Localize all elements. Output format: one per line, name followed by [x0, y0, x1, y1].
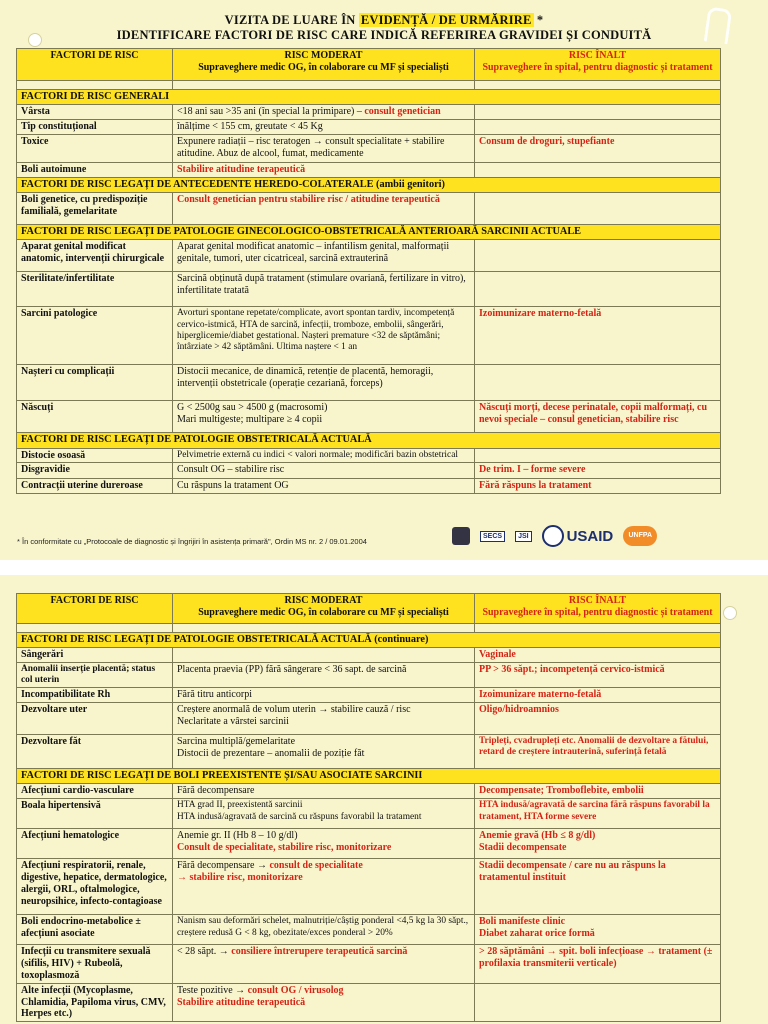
table-row [17, 915, 721, 945]
table-cell: Pelvimetrie externă cu indici < valori normale; modificări bazin obstetrical [173, 448, 475, 463]
table-cell [17, 624, 173, 633]
table-cell: Placenta praevia (PP) fără sângerare < 36 sapt. de sarcină [173, 663, 475, 688]
table-cell: Nanism sau deformări schelet, malnutriție/câștig ponderal <4,5 kg la 30 săpt., creștere redusă G < 8 kg, obezitate/exces ponderal > 20% [173, 915, 475, 945]
table-cell: FACTORI DE RISC LEGAȚI DE PATOLOGIE OBSTETRICALĂ ACTUALĂ (continuare) [17, 633, 721, 648]
section-gineco [17, 225, 721, 240]
table-cell: Distocii mecanice, de dinamică, retenție de placentă, hemoragii, intervenții obstetricale (operație cezariană, forceps) [173, 365, 475, 401]
header-factors: FACTORI DE RISC [17, 49, 173, 81]
table-row [17, 648, 721, 663]
secs-logo: SECS [480, 531, 505, 542]
table-cell: Sarcini patologice [17, 307, 173, 365]
table-cell: Cu răspuns la tratament OG [173, 479, 475, 494]
table-cell: Vârsta [17, 105, 173, 120]
table-cell: Fără decompensare → consult de specialitate → stabilire risc, monitorizare [173, 859, 475, 915]
sponsor-logos [452, 522, 657, 550]
table-cell [475, 983, 721, 1021]
table-cell: Boli autoimune [17, 163, 173, 178]
table-row [17, 307, 721, 365]
table-row [17, 135, 721, 163]
table-cell [173, 624, 475, 633]
table-cell: Sângerări [17, 648, 173, 663]
table-cell: Alte infecții (Mycoplasme, Chlamidia, Papiloma virus, CMV, Herpes etc.) [17, 983, 173, 1021]
table-row [17, 784, 721, 799]
table-cell: HTA indusă/agravată de sarcina fără răspuns favorabil la tratament, HTA forme severe [475, 799, 721, 829]
table-cell [173, 648, 475, 663]
table-row [17, 859, 721, 915]
table-cell: Fără decompensare [173, 784, 475, 799]
table-cell [475, 81, 721, 90]
table-cell: Izoimunizare materno-fetală [475, 307, 721, 365]
table-cell: PP > 36 săpt.; incompetență cervico-istmică [475, 663, 721, 688]
table-row [17, 829, 721, 859]
table-cell: Fără răspuns la tratament [475, 479, 721, 494]
table-row [17, 663, 721, 688]
table-cell: Oligo/hidroamnios [475, 703, 721, 735]
table-cell: Sterilitate/infertilitate [17, 272, 173, 307]
table-row [17, 463, 721, 479]
table-cell: FACTORI DE RISC LEGAȚI DE ANTECEDENTE HEREDO-COLATERALE (ambii genitori) [17, 178, 721, 193]
table-row [17, 735, 721, 769]
table-cell: Vaginale [475, 648, 721, 663]
table-cell [475, 365, 721, 401]
table-cell: Stabilire atitudine terapeutică [173, 163, 475, 178]
footnote: * În conformitate cu „Protocoale de diagnostic și îngrijiri în asistența primară", Ordin MS nr. 2 / 09.01.2004 [17, 537, 367, 546]
table-cell: Aparat genital modificat anatomic – infantilism genital, malformații genitale, tumori, uter cicatriceal, sarcină extrauterină [173, 240, 475, 272]
unfpa-logo: UNFPA [623, 526, 657, 546]
section-general [17, 90, 721, 105]
table-cell: Decompensate; Tromboflebite, embolii [475, 784, 721, 799]
table-row [17, 945, 721, 983]
table-header [17, 594, 721, 624]
table-cell: Nașteri cu complicații [17, 365, 173, 401]
table-cell: Boli endocrino-metabolice ± afecțiuni asociate [17, 915, 173, 945]
table-cell [475, 448, 721, 463]
table-cell: Sarcina multiplă/gemelaritate Distocii de prezentare – anomalii de poziție făt [173, 735, 475, 769]
table-cell: Boli genetice, cu predispoziție familială, gemelaritate [17, 193, 173, 225]
table-cell: Consum de droguri, stupefiante [475, 135, 721, 163]
table-cell: FACTORI DE RISC GENERALI [17, 90, 721, 105]
table-cell: Dezvoltare uter [17, 703, 173, 735]
table-cell [475, 105, 721, 120]
table-cell: Afecțiuni cardio-vasculare [17, 784, 173, 799]
table-cell [475, 272, 721, 307]
ministry-crest-icon [452, 527, 470, 545]
risk-card-page-2 [0, 575, 768, 1024]
table-cell: Consult OG – stabilire risc [173, 463, 475, 479]
usaid-logo: USAID [542, 525, 614, 547]
table-row [17, 365, 721, 401]
section-heredo [17, 178, 721, 193]
table-cell: Fără titru anticorpi [173, 688, 475, 703]
table-cell: Expunere radiații – risc teratogen → consult specialitate + stabilire atitudine. Abuz de alcool, fumat, medicamente [173, 135, 475, 163]
table-row [17, 120, 721, 135]
table-cell: G < 2500g sau > 4500 g (macrosomi) Mari multigeste; multipare ≥ 4 copii [173, 401, 475, 433]
table-row [17, 105, 721, 120]
table-cell: HTA grad II, preexistentă sarcinii HTA indusă/agravată de sarcină cu răspuns favorabil la tratament [173, 799, 475, 829]
table-cell [17, 81, 173, 90]
table-cell: FACTORI DE RISC LEGAȚI DE PATOLOGIE GINECOLOGICO-OBSTETRICALĂ ANTERIOARĂ SARCINII ACTUALE [17, 225, 721, 240]
table-cell [173, 81, 475, 90]
table-cell: Tripleți, cvadrupleți etc. Anomalii de dezvoltare a fătului, retard de creștere intrauterină, suferință fetală [475, 735, 721, 769]
header-moderate: RISC MODERAT Supraveghere medic OG, în colaborare cu MF și specialiști [173, 49, 475, 81]
header-moderate: RISC MODERAT Supraveghere medic OG, în colaborare cu MF și specialiști [173, 594, 475, 624]
table-cell: Afecțiuni respiratorii, renale, digestive, hepatice, dermatologice, alergii, ORL, oftalmologice, neuropsihice, infecto-contagioase [17, 859, 173, 915]
table-cell: Anomalii inserție placentă; status col uterin [17, 663, 173, 688]
table-cell [475, 120, 721, 135]
table-cell: Incompatibilitate Rh [17, 688, 173, 703]
jsi-logo: JSI [515, 531, 532, 542]
usaid-seal-icon [542, 525, 564, 547]
section-obst [17, 433, 721, 448]
table-row [17, 240, 721, 272]
table-cell: Aparat genital modificat anatomic, intervenții chirurgicale [17, 240, 173, 272]
table-cell: Anemie gravă (Hb ≤ 8 g/dl) Stadii decompensate [475, 829, 721, 859]
card-title-line-1: VIZITA DE LUARE ÎN EVIDENȚĂ / DE URMĂRIRE * [224, 13, 544, 27]
punch-hole [723, 606, 737, 620]
table-row [17, 703, 721, 735]
table-cell: Disgravidie [17, 463, 173, 479]
table-cell: Consult genetician pentru stabilire risc / atitudine terapeutică [173, 193, 475, 225]
table-cell [475, 193, 721, 225]
table-cell: De trim. I – forme severe [475, 463, 721, 479]
table-cell: Creștere anormală de volum uterin → stabilire cauză / risc Neclaritate a vârstei sarcinii [173, 703, 475, 735]
page-gap [0, 560, 768, 575]
table-cell: Distocie osoasă [17, 448, 173, 463]
header-high: RISC ÎNALT Supraveghere în spital, pentru diagnostic și tratament [475, 49, 721, 81]
table-cell: < 28 săpt. → consiliere întrerupere terapeutică sarcină [173, 945, 475, 983]
table-cell: Tip constituțional [17, 120, 173, 135]
table-row [17, 448, 721, 463]
table-row [17, 163, 721, 178]
table-header [17, 49, 721, 81]
table-cell: <18 ani sau >35 ani (în special la primipare) – consult genetician [173, 105, 475, 120]
risk-table-1 [16, 48, 721, 494]
table-row [17, 479, 721, 494]
table-cell: Sarcină obținută după tratament (stimulare ovariană, fertilizare in vitro), infertilitate tratată [173, 272, 475, 307]
table-row [17, 401, 721, 433]
table-cell: Contracții uterine dureroase [17, 479, 173, 494]
title-highlight: EVIDENȚĂ / DE URMĂRIRE [360, 13, 532, 27]
table-cell: Toxice [17, 135, 173, 163]
section-boli [17, 769, 721, 784]
table-row [17, 983, 721, 1021]
table-cell [475, 624, 721, 633]
table-cell: Izoimunizare materno-fetală [475, 688, 721, 703]
table-row [17, 799, 721, 829]
table-cell: Anemie gr. II (Hb 8 – 10 g/dl) Consult de specialitate, stabilire risc, monitorizare [173, 829, 475, 859]
table-cell: înălțime < 155 cm, greutate < 45 Kg [173, 120, 475, 135]
risk-table-2 [16, 593, 721, 1022]
table-cell: Avorturi spontane repetate/complicate, avort spontan tardiv, incompetență cervico-istmică, HTA de sarcină, infecții, tromboze, embolii, sângerări, hiperglicemie/diabet gestational. Nașteri premature <32 de săptămâni; întârziate > 42 săptămâni. Ultima naștere < 1 an [173, 307, 475, 365]
table-cell: Teste pozitive → consult OG / virusolog Stabilire atitudine terapeutică [173, 983, 475, 1021]
card-title-line-2: IDENTIFICARE FACTORI DE RISC CARE INDICĂ REFERIREA GRAVIDEI ȘI CONDUITĂ [116, 28, 652, 42]
table-cell: Născuți [17, 401, 173, 433]
table-cell: Infecții cu transmitere sexuală (sifilis, HIV) + Rubeolă, toxoplasmoză [17, 945, 173, 983]
table-cell [475, 163, 721, 178]
table-cell: Stadii decompensate / care nu au răspuns la tratamentul instituit [475, 859, 721, 915]
table-cell: Afecțiuni hematologice [17, 829, 173, 859]
table-cell: > 28 săptămâni → spit. boli infecțioase → tratament (± profilaxia transmiterii verticale) [475, 945, 721, 983]
table-cell: Boala hipertensivă [17, 799, 173, 829]
table-cell: Născuți morți, decese perinatale, copii malformați, cu nevoi speciale – consul genetician, stabilire risc [475, 401, 721, 433]
table-row [17, 688, 721, 703]
table-cell [475, 240, 721, 272]
table-cell: Boli manifeste clinic Diabet zaharat orice formă [475, 915, 721, 945]
table-cell: FACTORI DE RISC LEGAȚI DE BOLI PREEXISTENTE ȘI/SAU ASOCIATE SARCINII [17, 769, 721, 784]
header-high: RISC ÎNALT Supraveghere în spital, pentru diagnostic și tratament [475, 594, 721, 624]
table-cell: Dezvoltare făt [17, 735, 173, 769]
table-row [17, 272, 721, 307]
header-factors: FACTORI DE RISC [17, 594, 173, 624]
table-cell: FACTORI DE RISC LEGAȚI DE PATOLOGIE OBSTETRICALĂ ACTUALĂ [17, 433, 721, 448]
section-obst-cont [17, 633, 721, 648]
table-row [17, 193, 721, 225]
